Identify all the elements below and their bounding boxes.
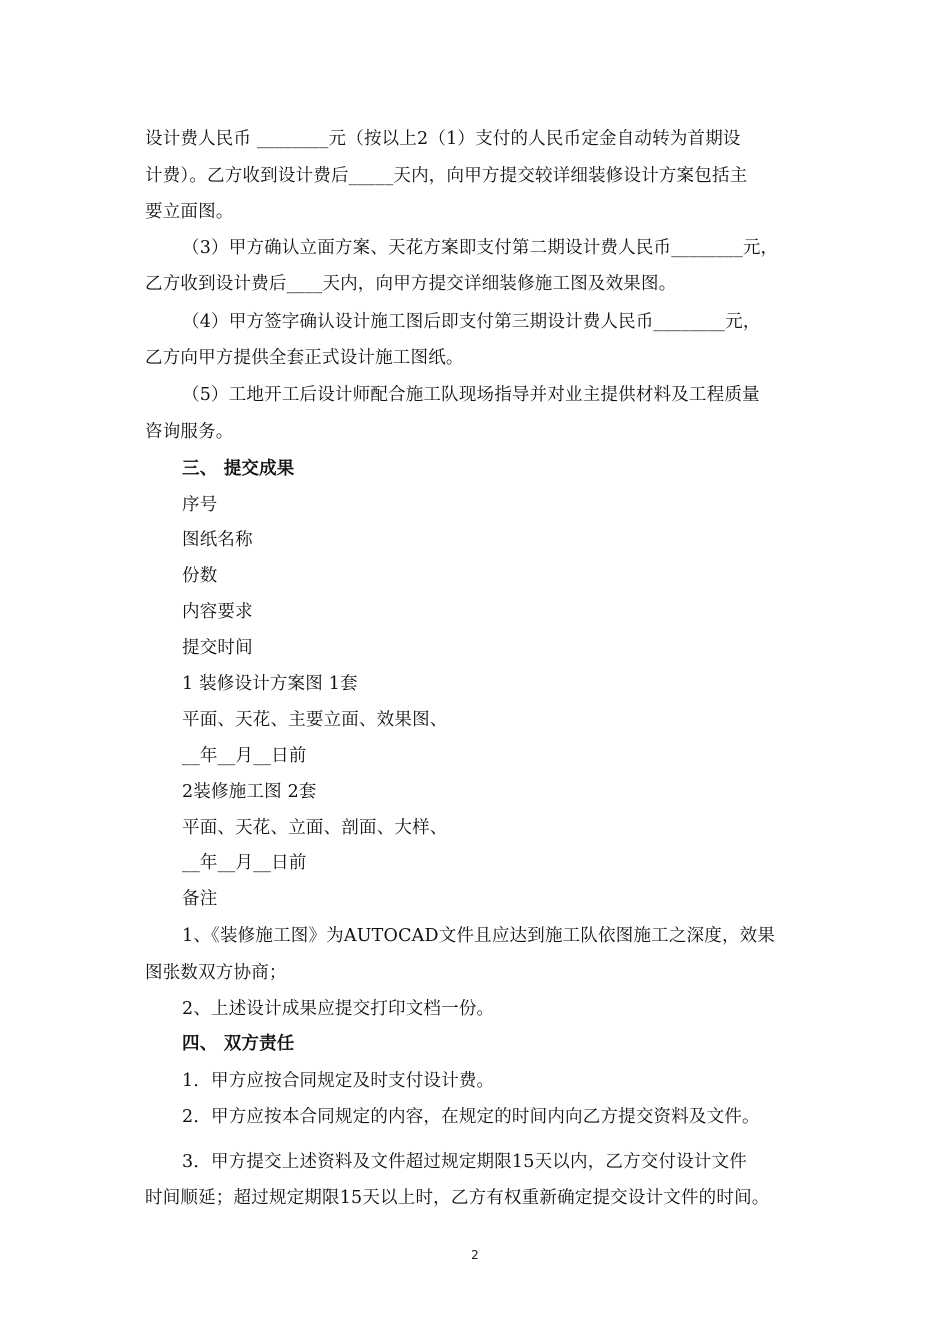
text-line: 提交时间 — [182, 638, 253, 658]
text-line: 计费）。乙方收到设计费后_____天内，向甲方提交较详细装修设计方案包括主 — [145, 166, 748, 186]
text-line: 乙方收到设计费后____天内，向甲方提交详细装修施工图及效果图。 — [145, 274, 677, 294]
text-line: （4）甲方签字确认设计施工图后即支付第三期设计费人民币________元， — [182, 312, 761, 332]
section-heading: 三、 提交成果 — [182, 459, 295, 479]
text-line: 序号 — [182, 495, 218, 515]
text-line: __年__月__日前 — [182, 853, 307, 873]
section-heading: 四、 双方责任 — [182, 1034, 295, 1054]
text-line: 图张数双方协商； — [145, 963, 287, 983]
text-line: 1．甲方应按合同规定及时支付设计费。 — [182, 1071, 495, 1091]
text-line: 时间顺延；超过规定期限15天以上时，乙方有权重新确定提交设计文件的时间。 — [145, 1188, 770, 1208]
text-line: 2．甲方应按本合同规定的内容，在规定的时间内向乙方提交资料及文件。 — [182, 1107, 760, 1127]
text-line: 1、《装修施工图》为AUTOCAD文件且应达到施工队依图施工之深度，效果 — [182, 926, 776, 946]
text-line: 份数 — [182, 566, 218, 586]
text-line: （5）工地开工后设计师配合施工队现场指导并对业主提供材料及工程质量 — [182, 385, 760, 405]
text-line: 1 装修设计方案图 1套 — [182, 674, 358, 694]
text-line: 图纸名称 — [182, 530, 253, 550]
text-line: 咨询服务。 — [145, 422, 234, 442]
text-line: 3．甲方提交上述资料及文件超过规定期限15天以内，乙方交付设计文件 — [182, 1152, 747, 1172]
text-line: 备注 — [182, 889, 218, 909]
text-line: 2、上述设计成果应提交打印文档一份。 — [182, 999, 495, 1019]
text-line: 2装修施工图 2套 — [182, 782, 317, 802]
text-line: __年__月__日前 — [182, 746, 307, 766]
text-line: 要立面图。 — [145, 202, 234, 222]
text-line: 内容要求 — [182, 602, 253, 622]
text-line: 平面、天花、主要立面、效果图、 — [182, 710, 448, 730]
page-number: 2 — [471, 1248, 479, 1262]
text-line: 平面、天花、立面、剖面、大样、 — [182, 818, 448, 838]
text-line: （3）甲方确认立面方案、天花方案即支付第二期设计费人民币________元， — [182, 238, 779, 258]
text-line: 乙方向甲方提供全套正式设计施工图纸。 — [145, 348, 464, 368]
text-line: 设计费人民币 ________元（按以上2（1）支付的人民币定金自动转为首期设 — [145, 129, 741, 149]
